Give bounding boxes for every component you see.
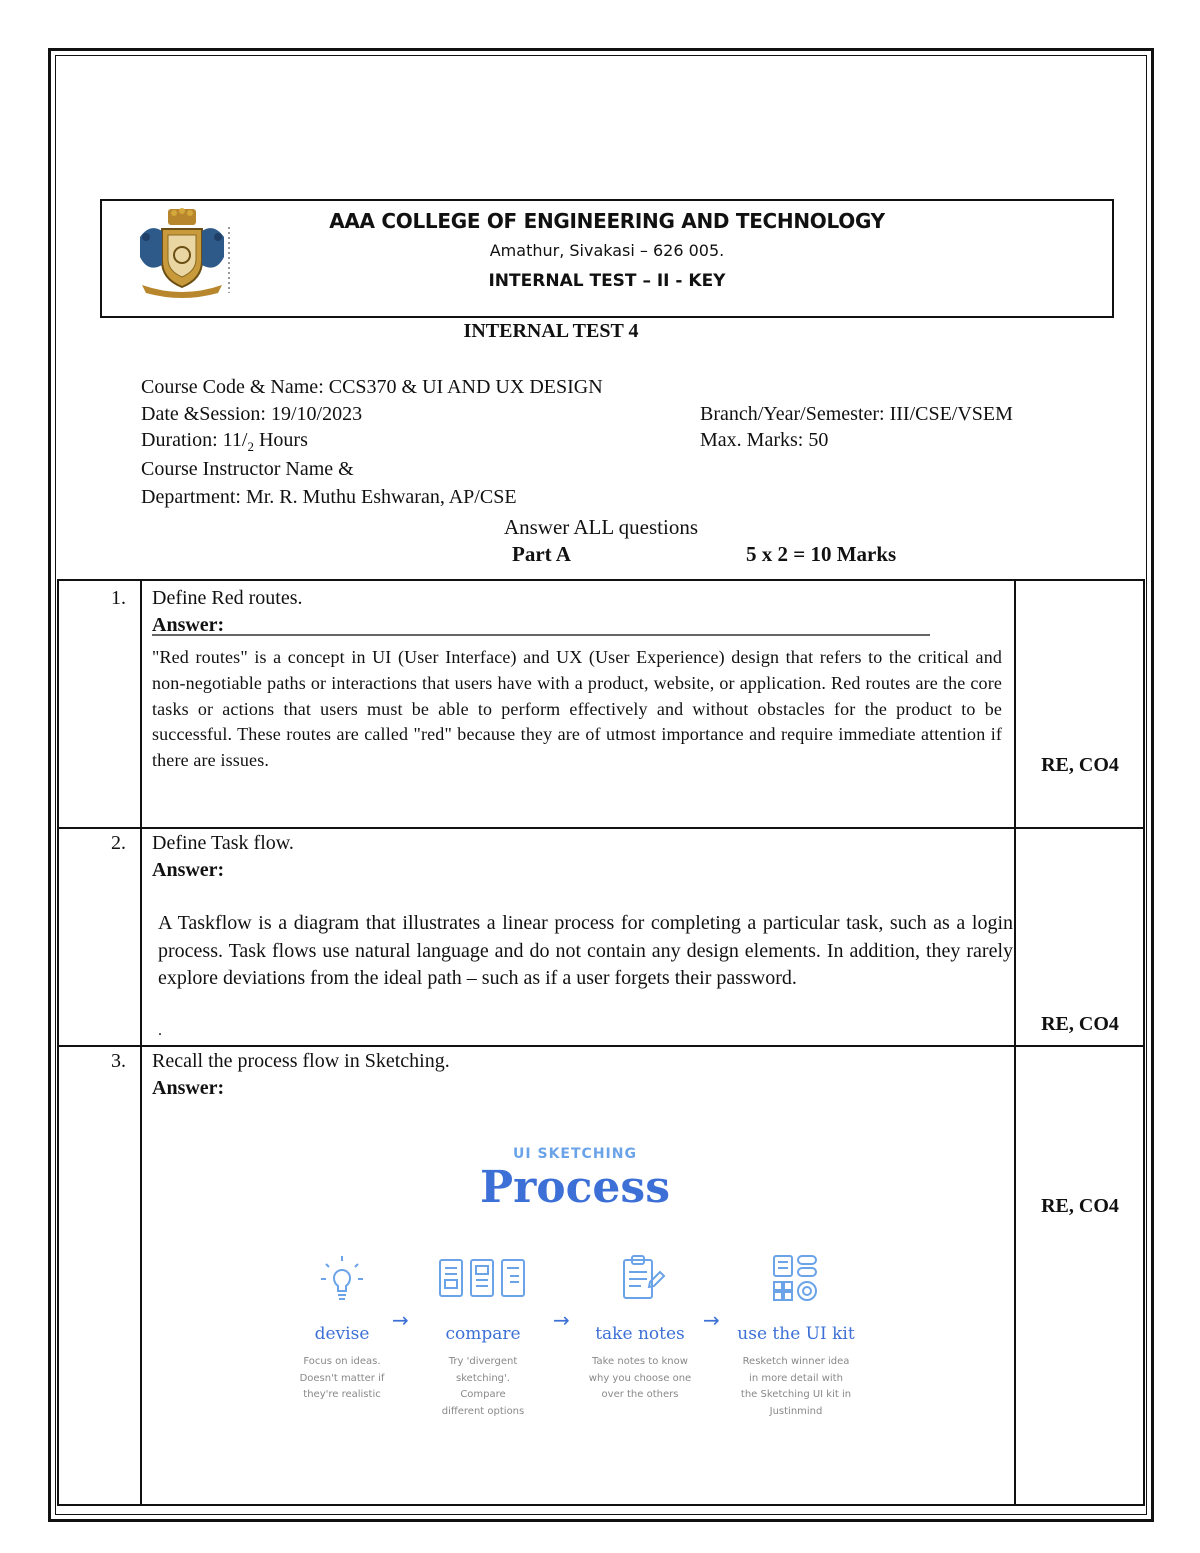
test-title: INTERNAL TEST 4 — [463, 320, 639, 342]
table-row-divider — [57, 1045, 1145, 1047]
step-description — [570, 1354, 710, 1404]
part-marks: 5 x 2 = 10 Marks — [746, 542, 897, 566]
arrow-right-icon: → — [703, 1308, 720, 1332]
step-desc-line: why you choose one — [588, 1372, 692, 1384]
step-desc-line: Doesn't matter if — [299, 1372, 385, 1384]
table-row-divider — [57, 827, 1145, 829]
question-mark-level: RE, CO4 — [1041, 1195, 1119, 1217]
date-session: Date &Session: 19/10/2023 — [141, 403, 363, 425]
answer-label: Answer: — [152, 1077, 225, 1099]
arrow-right-icon: → — [392, 1308, 409, 1332]
college-address: Amathur, Sivakasi – 626 005. — [489, 241, 725, 260]
question-text: Recall the process flow in Sketching. — [152, 1050, 450, 1072]
process-step-devise — [272, 1252, 412, 1404]
step-description — [413, 1354, 553, 1420]
figure-subtitle: UI SKETCHING — [513, 1146, 637, 1162]
course-code-name: Course Code & Name: CCS370 & UI AND UX DESIGN — [141, 376, 603, 398]
table-border-bottom — [57, 1504, 1145, 1506]
step-desc-line: Try 'divergent — [448, 1356, 518, 1367]
step-desc-line: the Sketching UI kit in — [740, 1389, 852, 1400]
lightbulb-icon — [316, 1252, 368, 1304]
instructor-line-2: Department: Mr. R. Muthu Eshwaran, AP/CSE — [141, 486, 517, 508]
instructions: Answer ALL questions — [503, 515, 699, 539]
duration-sub: 2 — [247, 439, 254, 454]
branch-year-semester: Branch/Year/Semester: III/CSE/VSEM — [700, 403, 1013, 425]
table-column-divider — [1014, 579, 1016, 1506]
process-step-take-notes — [570, 1252, 710, 1404]
answer-divider — [152, 634, 930, 636]
answer-text: "Red routes" is a concept in UI (User Interface) and UX (User Experience) design that refers to the critical and non-negotiable paths or interactions that users have with a product, website, or application. Red routes are the core tasks or actions that users must be able to perform effectively and without obstacles for the product to be successful. These routes are called "red" because they are of utmost importance and require immediate attention if there are issues. — [152, 647, 1002, 771]
step-desc-line: different options — [441, 1405, 525, 1417]
max-marks: Max. Marks: 50 — [700, 429, 829, 451]
duration — [141, 429, 308, 455]
step-desc-line: Compare — [460, 1389, 506, 1400]
sketching-process-figure — [280, 1140, 900, 1440]
test-key-title: INTERNAL TEST – II - KEY — [488, 271, 726, 291]
question-number: 2. — [111, 832, 126, 854]
duration-suffix: Hours — [253, 429, 308, 451]
question-mark-level: RE, CO4 — [1041, 1013, 1119, 1035]
college-header — [100, 199, 1114, 318]
process-step-use-ui-kit — [726, 1252, 866, 1420]
answer-text: A Taskflow is a diagram that illustrates a linear process for completing a particular task, such as a login process. Task flows use natural language and do not contain any design elements. In addition, they rarely explore deviations from the ideal path – such as if a user forgets their password. — [158, 912, 1013, 989]
step-label: devise — [314, 1324, 370, 1344]
question-text: Define Red routes. — [152, 587, 303, 609]
table-column-divider — [140, 579, 142, 1506]
question-mark-level: RE, CO4 — [1041, 754, 1119, 776]
notepad-icon — [614, 1252, 666, 1304]
screens-icon — [438, 1252, 528, 1304]
answer-label: Answer: — [152, 859, 225, 881]
step-label: take notes — [595, 1324, 685, 1344]
step-label: use the UI kit — [737, 1324, 855, 1344]
ui-kit-icon — [770, 1252, 822, 1304]
step-label: compare — [445, 1324, 521, 1344]
step-description — [726, 1354, 866, 1420]
table-border-left — [57, 579, 59, 1506]
step-desc-line: in more detail with — [749, 1372, 843, 1384]
part-label: Part A — [512, 542, 571, 566]
step-desc-line: Resketch winner idea — [742, 1356, 850, 1367]
step-desc-line: they're realistic — [303, 1389, 381, 1400]
arrow-right-icon: → — [553, 1308, 570, 1332]
process-step-compare — [413, 1252, 553, 1420]
step-desc-line: Focus on ideas. — [303, 1356, 381, 1367]
duration-prefix: Duration: 11/ — [141, 429, 248, 451]
question-number: 3. — [111, 1050, 126, 1072]
college-name: AAA COLLEGE OF ENGINEERING AND TECHNOLOGY — [329, 209, 885, 233]
answer-label: Answer: — [152, 614, 225, 636]
question-text: Define Task flow. — [152, 832, 294, 854]
figure-title: Process — [480, 1162, 670, 1213]
answer-trailing-dot: . — [158, 1022, 162, 1039]
table-border-right — [1143, 579, 1145, 1506]
step-desc-line: over the others — [601, 1389, 679, 1400]
step-desc-line: Take notes to know — [592, 1356, 688, 1367]
step-description — [272, 1354, 412, 1404]
table-border-top — [57, 579, 1145, 581]
step-desc-line: sketching'. — [456, 1372, 510, 1384]
question-number: 1. — [111, 587, 126, 609]
instructor-line-1: Course Instructor Name & — [141, 458, 354, 480]
step-desc-line: Justinmind — [769, 1405, 823, 1417]
